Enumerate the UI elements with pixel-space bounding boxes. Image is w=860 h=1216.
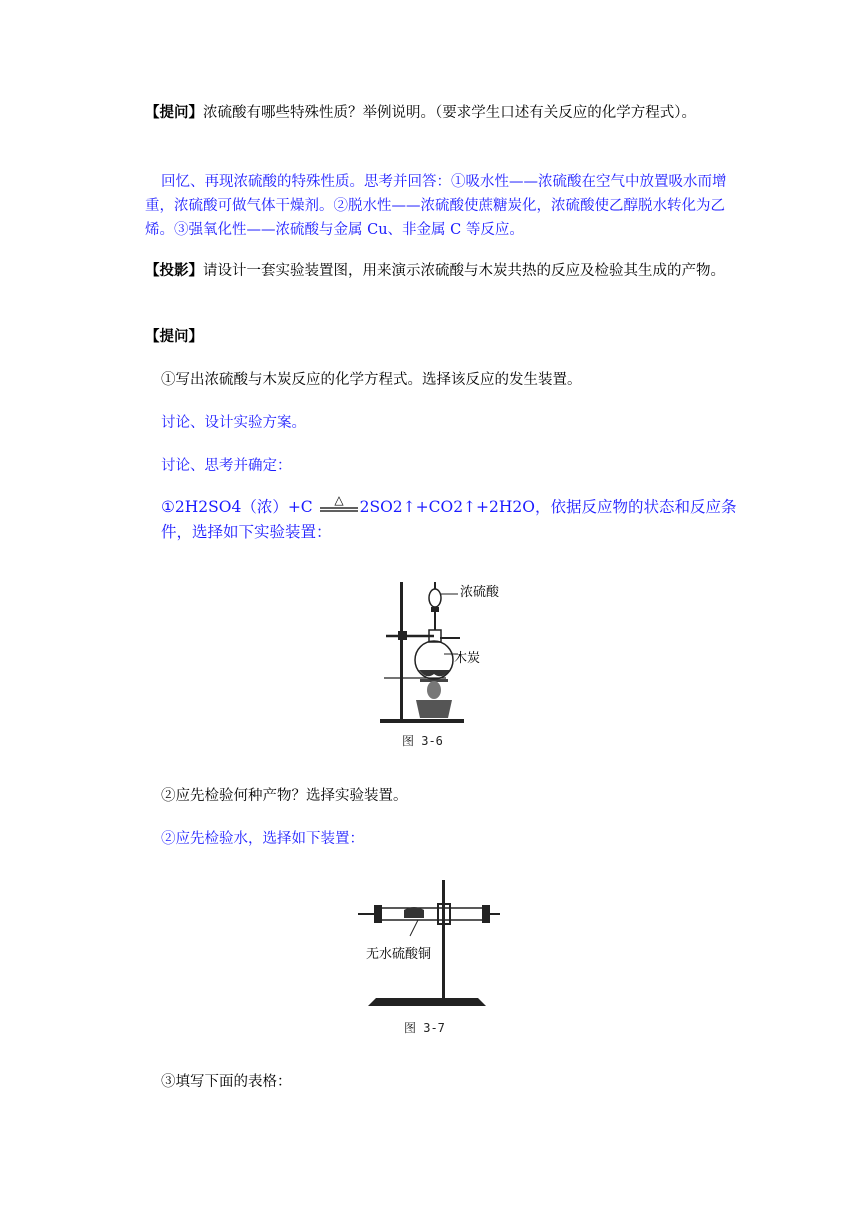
- question-paragraph-1: [145, 101, 737, 125]
- equation-right: 2SO2↑+CO2↑+2H2O: [359, 498, 535, 516]
- label-concentrated-sulfuric-acid: 浓硫酸: [460, 585, 500, 600]
- figure-3-7-caption: 图 3-7: [404, 1021, 445, 1035]
- question-text: 浓硫酸有哪些特殊性质？举例说明。（要求学生口述有关反应的化学方程式）。: [203, 105, 696, 121]
- projection-paragraph: [145, 259, 737, 283]
- discussion-confirm-text: 讨论、思考并确定：: [161, 458, 292, 474]
- tag-projection: 【投影】: [145, 262, 203, 279]
- heat-condition-icon: [318, 494, 360, 514]
- question-heading: 【提问】: [145, 328, 203, 345]
- step-1-text: ①写出浓硫酸与木炭反应的化学方程式。选择该反应的发生装置。: [161, 372, 582, 388]
- equation-tail: ，依据反应物的状态和反应条件，选择如下实验装置：: [161, 498, 737, 541]
- equation-paragraph: [161, 494, 741, 545]
- projection-text: 请设计一套实验装置图，用来演示浓硫酸与木炭共热的反应及检验其生成的产物。: [203, 263, 725, 279]
- figure-3-6-caption: 图 3-6: [402, 734, 443, 748]
- label-charcoal: 木炭: [454, 651, 481, 666]
- step-2-question: ②应先检验何种产物？选择实验装置。: [161, 788, 408, 804]
- figure-3-7-apparatus: [354, 876, 504, 1036]
- step-2-answer: ②应先检验水，选择如下装置：: [161, 831, 364, 847]
- label-anhydrous-copper-sulfate: 无水硫酸铜: [366, 947, 432, 962]
- discussion-text: 讨论、设计实验方案。: [161, 415, 306, 431]
- tag-question: 【提问】: [145, 104, 203, 121]
- figure-3-6-apparatus: [374, 572, 500, 752]
- delta-symbol: △: [333, 493, 344, 507]
- step-3-text: ③填写下面的表格：: [161, 1074, 292, 1090]
- equation-left: ①2H2SO4（浓）+C: [161, 498, 318, 516]
- answer-paragraph: [145, 170, 737, 242]
- answer-text: 回忆、再现浓硫酸的特殊性质。思考并回答：①吸水性——浓硫酸在空气中放置吸水而增重，浓硫酸可做气体干燥剂。②脱水性——浓硫酸使蔗糖炭化，浓硫酸使乙醇脱水转化为乙烯。③强氧化性——浓硫酸与金属 Cu、非金属 C 等反应。: [145, 174, 727, 238]
